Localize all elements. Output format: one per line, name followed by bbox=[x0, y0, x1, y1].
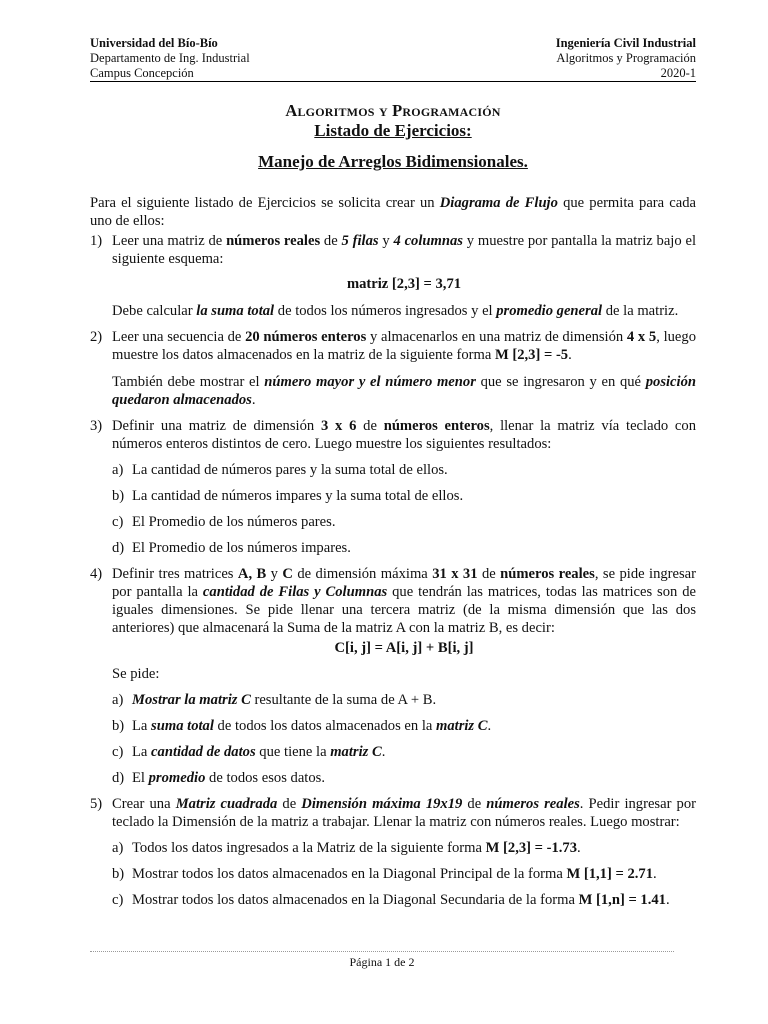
exercise-4-se-pide: Se pide: bbox=[112, 666, 160, 682]
text: . Pedir ingresar por teclado la Dimensión de la matriz a trabajar. Llenar la matriz con números reales. Luego mostrar: bbox=[112, 796, 696, 830]
exercise-5-item-c bbox=[112, 891, 696, 909]
text: Definir una matriz de dimensión bbox=[112, 418, 321, 434]
text: de la matriz. bbox=[602, 303, 679, 319]
item-text: de todos los datos almacenados en la bbox=[213, 718, 436, 734]
exercise-3-item-a bbox=[112, 461, 696, 479]
page-number: Página 1 de 2 bbox=[349, 955, 415, 969]
item-text: La cantidad de números impares y la suma total de ellos. bbox=[132, 488, 464, 504]
exercise-2-statement bbox=[112, 328, 696, 364]
text: También debe mostrar el bbox=[112, 374, 265, 390]
exercise-5-item-a bbox=[112, 839, 696, 857]
item-text: Mostrar todos los datos almacenados en la Diagonal Principal de la forma bbox=[132, 866, 567, 882]
text: , luego muestre los datos almacenados en la matriz de la siguiente forma bbox=[112, 329, 696, 363]
item-text: Todos los datos ingresados a la Matriz de la siguiente forma bbox=[132, 840, 486, 856]
item-letter: c) bbox=[112, 892, 124, 908]
bold-italic-text: suma total bbox=[151, 718, 214, 734]
item-letter: c) bbox=[112, 744, 124, 760]
item-text: . bbox=[665, 892, 670, 908]
exercise-3 bbox=[90, 417, 696, 557]
course-title: Algoritmos y Programación bbox=[285, 101, 501, 120]
item-letter: d) bbox=[112, 540, 125, 556]
item-text: . bbox=[487, 718, 492, 734]
exercise-4-statement bbox=[112, 565, 696, 637]
bold-text: números reales bbox=[500, 566, 595, 582]
bold-italic-text: promedio general bbox=[496, 303, 603, 319]
text: Leer una secuencia de bbox=[112, 329, 246, 345]
text: Leer una matriz de bbox=[112, 233, 227, 249]
text: y bbox=[378, 233, 394, 249]
exercise-4-item-d bbox=[112, 769, 696, 787]
item-letter: a) bbox=[112, 692, 124, 708]
bold-italic-text: promedio bbox=[148, 770, 206, 786]
text: . bbox=[568, 347, 572, 363]
item-letter: d) bbox=[112, 770, 125, 786]
item-text: . bbox=[381, 744, 386, 760]
document-body bbox=[90, 194, 696, 909]
item-letter: a) bbox=[112, 462, 124, 478]
text: Crear una bbox=[112, 796, 176, 812]
bold-text: 20 números enteros bbox=[245, 329, 367, 345]
exercise-2-note bbox=[112, 373, 696, 409]
bold-text: 3 x 6 bbox=[320, 418, 357, 434]
text: de bbox=[320, 233, 342, 249]
bold-italic-text: 5 filas bbox=[341, 233, 379, 249]
bold-italic-text: Matriz cuadrada bbox=[175, 796, 278, 812]
exercise-1-formula: matriz [2,3] = 3,71 bbox=[346, 276, 462, 292]
term: 2020-1 bbox=[660, 66, 696, 80]
exercise-number: 1) bbox=[90, 233, 103, 249]
topic-title: Manejo de Arreglos Bidimensionales. bbox=[258, 152, 528, 171]
list-title: Listado de Ejercicios: bbox=[314, 121, 472, 140]
header-divider bbox=[90, 81, 696, 82]
item-text: La bbox=[132, 718, 152, 734]
bold-italic-text: cantidad de datos bbox=[151, 744, 256, 760]
bold-text: 4 x 5 bbox=[626, 329, 657, 345]
bold-text: A, B bbox=[237, 566, 267, 582]
exercise-4-formula: C[i, j] = A[i, j] + B[i, j] bbox=[334, 640, 474, 656]
exercise-5-statement bbox=[112, 795, 696, 831]
exercise-5-item-b bbox=[112, 865, 696, 883]
bold-italic-text: la suma total bbox=[196, 303, 275, 319]
exercise-1-statement bbox=[112, 232, 696, 268]
intro-text-a: Para el siguiente listado de Ejercicios se solicita crear un bbox=[90, 195, 440, 211]
exercise-4 bbox=[90, 565, 696, 787]
department-name: Departamento de Ing. Industrial bbox=[90, 51, 250, 65]
header-left bbox=[90, 36, 250, 81]
item-letter: b) bbox=[112, 718, 125, 734]
bold-text: números reales bbox=[226, 233, 321, 249]
exercise-3-item-b bbox=[112, 487, 696, 505]
bold-text: M [2,3] = -1.73 bbox=[485, 840, 578, 856]
text: de bbox=[477, 566, 501, 582]
item-text: El Promedio de los números pares. bbox=[132, 514, 336, 530]
exercise-4-item-a bbox=[112, 691, 696, 709]
text: Definir tres matrices bbox=[112, 566, 238, 582]
item-text: Mostrar todos los datos almacenados en la Diagonal Secundaria de la forma bbox=[132, 892, 579, 908]
bold-text: números enteros bbox=[383, 418, 490, 434]
header-right bbox=[556, 36, 696, 81]
bold-italic-text: posición quedaron almacenados bbox=[112, 374, 696, 408]
exercise-2 bbox=[90, 328, 696, 409]
item-text: de todos esos datos. bbox=[205, 770, 325, 786]
exercise-number: 5) bbox=[90, 796, 103, 812]
item-text: que tiene la bbox=[255, 744, 331, 760]
item-letter: c) bbox=[112, 514, 124, 530]
bold-italic-text: Mostrar la matriz C bbox=[132, 692, 251, 708]
footer-divider bbox=[90, 951, 674, 952]
item-letter: a) bbox=[112, 840, 124, 856]
exercise-number: 4) bbox=[90, 566, 103, 582]
text: que se ingresaron y en qué bbox=[475, 374, 646, 390]
text: que tendrán las matrices, todas las matrices son de iguales dimensiones. Se pide llenar una tercera matriz (de la misma dimensión que las dos anteriores) que almacenará la Suma de la matriz A con la matriz B, es decir: bbox=[112, 584, 697, 636]
item-text: El bbox=[132, 770, 149, 786]
text: de bbox=[356, 418, 384, 434]
item-text: La bbox=[132, 744, 152, 760]
text: y bbox=[266, 566, 283, 582]
course-name: Algoritmos y Programación bbox=[556, 51, 696, 65]
text: y almacenarlos en una matriz de dimensión bbox=[366, 329, 627, 345]
bold-text: M [1,n] = 1.41 bbox=[578, 892, 666, 908]
text: de todos los números ingresados y el bbox=[274, 303, 497, 319]
intro-paragraph bbox=[90, 194, 696, 230]
item-text: El Promedio de los números impares. bbox=[132, 540, 351, 556]
item-text: resultante de la suma de A + B. bbox=[250, 692, 437, 708]
intro-text-c: que permita para cada uno de ellos: bbox=[90, 195, 697, 229]
item-letter: b) bbox=[112, 866, 125, 882]
exercise-4-item-b bbox=[112, 717, 696, 735]
exercise-number: 2) bbox=[90, 329, 103, 345]
exercise-number: 3) bbox=[90, 418, 103, 434]
bold-italic-text: 4 columnas bbox=[393, 233, 463, 249]
bold-text: C bbox=[282, 566, 293, 582]
exercise-3-item-d bbox=[112, 539, 696, 557]
exercise-list bbox=[90, 232, 696, 909]
exercise-4-item-c bbox=[112, 743, 696, 761]
bold-italic-text: Dimensión máxima 19x19 bbox=[301, 796, 463, 812]
bold-italic-text: número mayor y el número menor bbox=[264, 374, 476, 390]
text: , se pide ingresar por pantalla la bbox=[112, 566, 697, 600]
text: y muestre por pantalla la matriz bajo el siguiente esquema: bbox=[112, 233, 696, 267]
bold-text: 31 x 31 bbox=[432, 566, 478, 582]
item-text: . bbox=[653, 866, 657, 882]
text: Debe calcular bbox=[112, 303, 197, 319]
text: de bbox=[462, 796, 487, 812]
exercise-3-item-c bbox=[112, 513, 696, 531]
bold-text: M [1,1] = 2.71 bbox=[566, 866, 653, 882]
campus-name: Campus Concepción bbox=[90, 66, 194, 80]
text: . bbox=[251, 392, 256, 408]
bold-italic-text: matriz C bbox=[436, 718, 488, 734]
item-text: . bbox=[577, 840, 581, 856]
bold-italic-text: cantidad de Filas y Columnas bbox=[202, 584, 388, 600]
text: de dimensión máxima bbox=[292, 566, 433, 582]
bold-text: M [2,3] = -5 bbox=[494, 347, 569, 363]
program-name: Ingeniería Civil Industrial bbox=[555, 36, 696, 50]
exercise-3-statement bbox=[112, 417, 696, 453]
exercise-5 bbox=[90, 795, 696, 909]
university-name: Universidad del Bío-Bío bbox=[90, 36, 218, 50]
text: de bbox=[277, 796, 302, 812]
item-text: La cantidad de números pares y la suma total de ellos. bbox=[132, 462, 448, 478]
title-block bbox=[90, 101, 696, 172]
intro-emphasis: Diagrama de Flujo bbox=[439, 195, 558, 211]
bold-italic-text: números reales bbox=[486, 796, 580, 812]
exercise-1-note bbox=[112, 302, 696, 320]
item-letter: b) bbox=[112, 488, 125, 504]
exercise-1 bbox=[90, 232, 696, 320]
text: , llenar la matriz vía teclado con números enteros distintos de cero. Luego muestre los siguientes resultados: bbox=[112, 418, 697, 452]
bold-italic-text: matriz C bbox=[330, 744, 382, 760]
